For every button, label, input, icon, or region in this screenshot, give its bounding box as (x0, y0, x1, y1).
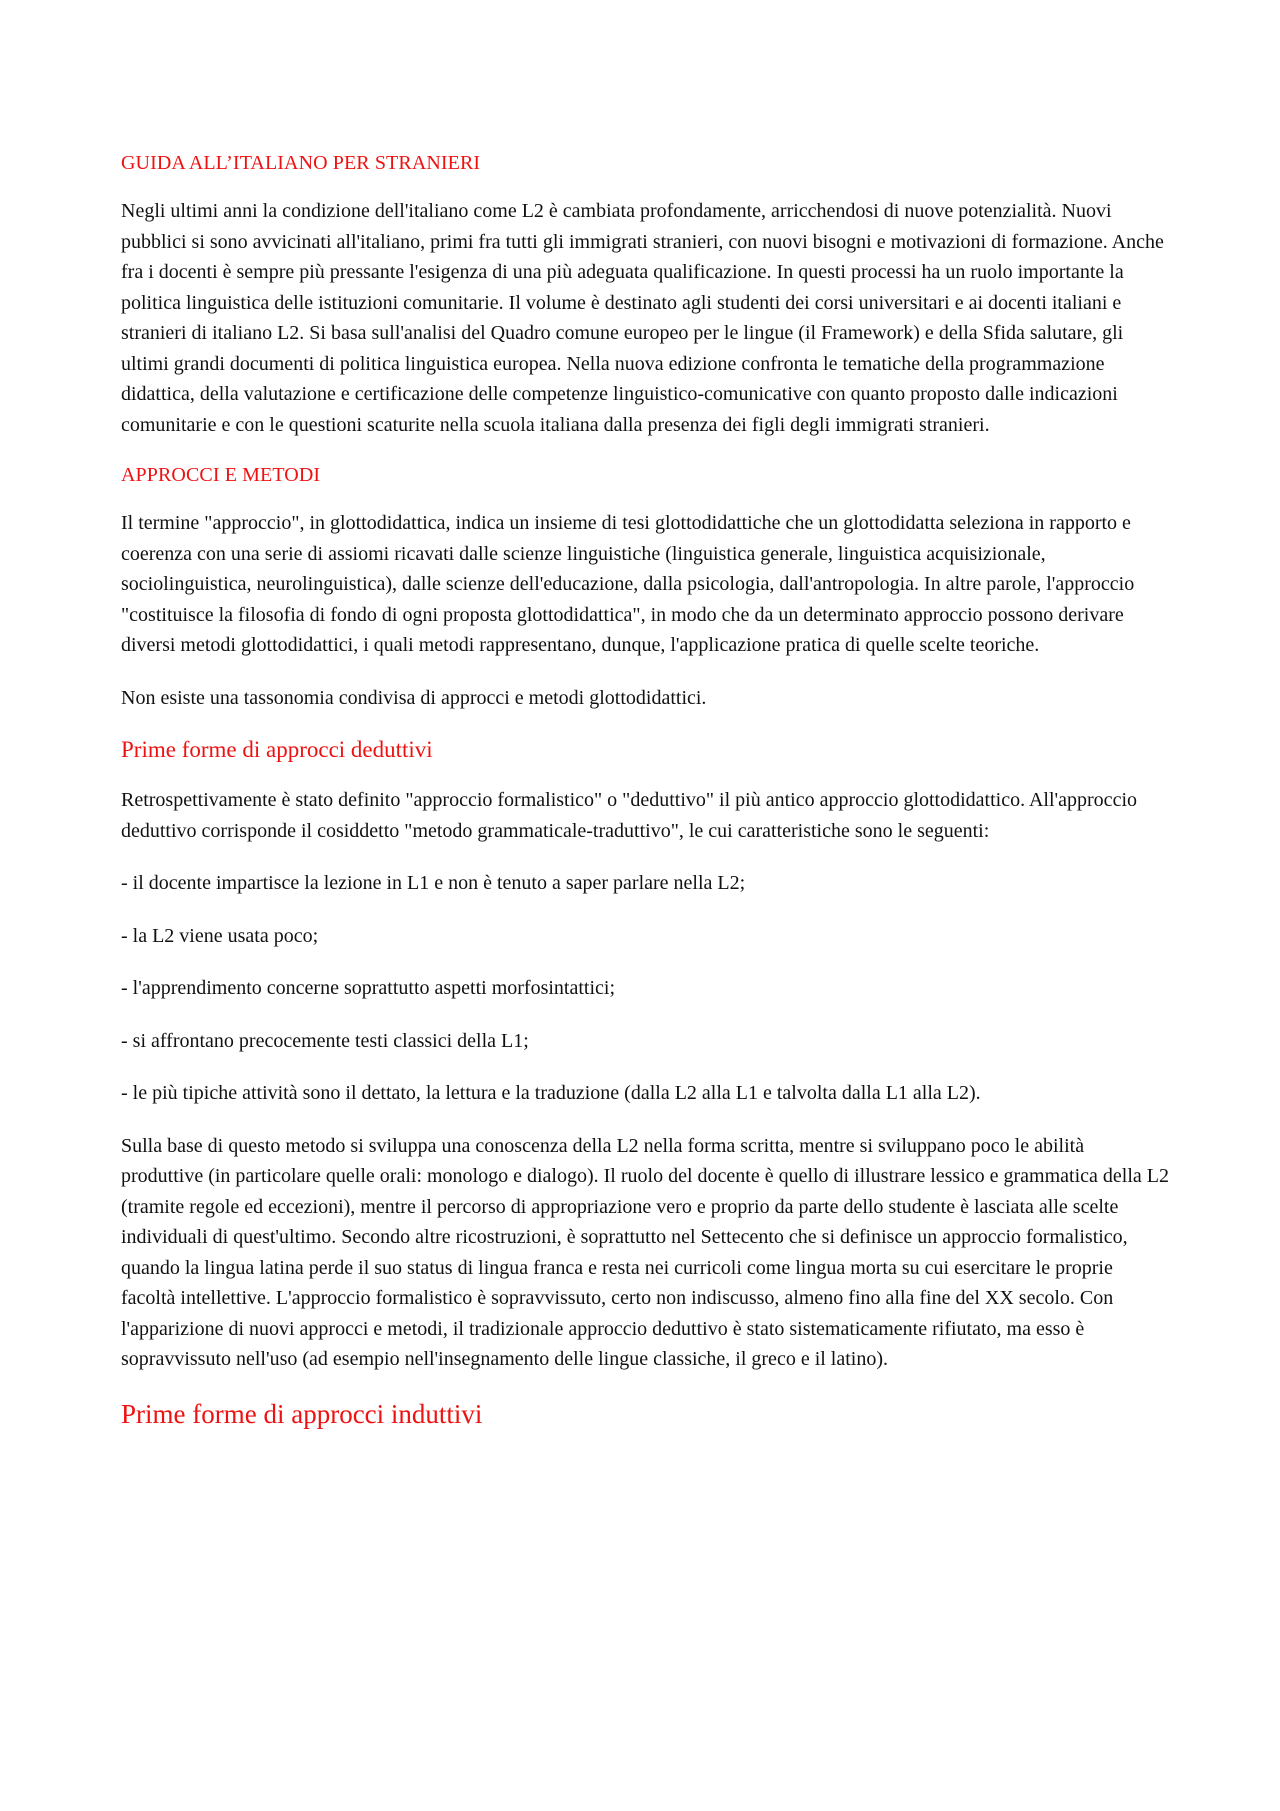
paragraph-deduttivo: Retrospettivamente è stato definito "approccio formalistico" o "deduttivo" il più antico approccio glottodidattico. All'approccio deduttivo corrisponde il cosiddetto "metodo grammaticale-traduttivo", le cui caratteristiche sono le seguenti: (121, 789, 1137, 842)
heading-approcci-induttivi: Prime forme di approcci induttivi (121, 1398, 483, 1429)
heading-guida: GUIDA ALL’ITALIANO PER STRANIERI (121, 152, 481, 174)
paragraph-sviluppo: Sulla base di questo metodo si sviluppa una conoscenza della L2 nella forma scritta, mentre si sviluppano poco le abilità produttive (in particolare quelle orali: monologo e dialogo). Il ruolo del docente è quello di illustrare lessico e grammatica della L2 (tramite regole ed eccezioni), mentre il percorso di appropriazione vero e proprio da parte dello studente è lasciata alle scelte individuali di quest'ultimo. Secondo altre ricostruzioni, è soprattutto nel Settecento che si definisce un approccio formalistico, quando la lingua latina perde il suo status di lingua franca e resta nei curricoli come lingua morta su cui esercitare le proprie facoltà intellettive. L'approccio formalistico è sopravvissuto, certo non indiscusso, almeno fino alla fine del XX secolo. Con l'apparizione di nuovi approcci e metodi, il tradizionale approccio deduttivo è stato sistematicamente rifiutato, ma esso è sopravvissuto nell'uso (ad esempio nell'insegnamento delle lingue classiche, il greco e il latino). (121, 1134, 1169, 1370)
list-item: - la L2 viene usata poco; (121, 924, 319, 947)
list-item: - le più tipiche attività sono il dettato, la lettura e la traduzione (dalla L2 alla L1 e talvolta dalla L1 alla L2). (121, 1082, 981, 1104)
list-item: - l'apprendimento concerne soprattutto aspetti morfosintattici; (121, 977, 616, 999)
paragraph-intro: Negli ultimi anni la condizione dell'italiano come L2 è cambiata profondamente, arricchendosi di nuove potenzialità. Nuovi pubblici si sono avvicinati all'italiano, primi fra tutti gli immigrati stranieri, con nuovi bisogni e motivazioni di formazione. Anche fra i docenti è sempre più pressante l'esigenza di una più adeguata qualificazione. In questi processi ha un ruolo importante la politica linguistica delle istituzioni comunitarie. Il volume è destinato agli studenti dei corsi universitari e ai docenti italiani e stranieri di italiano L2. Si basa sull'analisi del Quadro comune europeo per le lingue (il Framework) e della Sfida salutare, gli ultimi grandi documenti di politica linguistica europea. Nella nuova edizione confronta le tematiche della programmazione didattica, della valutazione e certificazione delle competenze linguistico-comunicative con quanto proposto dalle indicazioni comunitarie e con le questioni scaturite nella scuola italiana dalla presenza dei figli degli immigrati stranieri. (121, 200, 1164, 436)
document-page (121, 150, 1171, 1431)
paragraph-tassonomia: Non esiste una tassonomia condivisa di approcci e metodi glottodidattici. (121, 686, 707, 709)
heading-approcci-deduttivi: Prime forme di approcci deduttivi (121, 737, 433, 762)
list-item: - il docente impartisce la lezione in L1 e non è tenuto a saper parlare nella L2; (121, 872, 746, 894)
heading-approcci-metodi: APPROCCI E METODI (121, 464, 321, 486)
list-item: - si affrontano precocemente testi classici della L1; (121, 1029, 529, 1052)
paragraph-approccio-definition: Il termine "approccio", in glottodidattica, indica un insieme di tesi glottodidattiche che un glottodidatta seleziona in rapporto e coerenza con una serie di assiomi ricavati dalle scienze linguistiche (linguistica generale, linguistica acquisizionale, sociolinguistica, neurolinguistica), dalle scienze dell'educazione, dalla psicologia, dall'antropologia. In altre parole, l'approccio "costituisce la filosofia di fondo di ogni proposta glottodidattica", in modo che da un determinato approccio possono derivare diversi metodi glottodidattici, i quali metodi rappresentano, dunque, l'applicazione pratica di quelle scelte teoriche. (121, 512, 1135, 656)
